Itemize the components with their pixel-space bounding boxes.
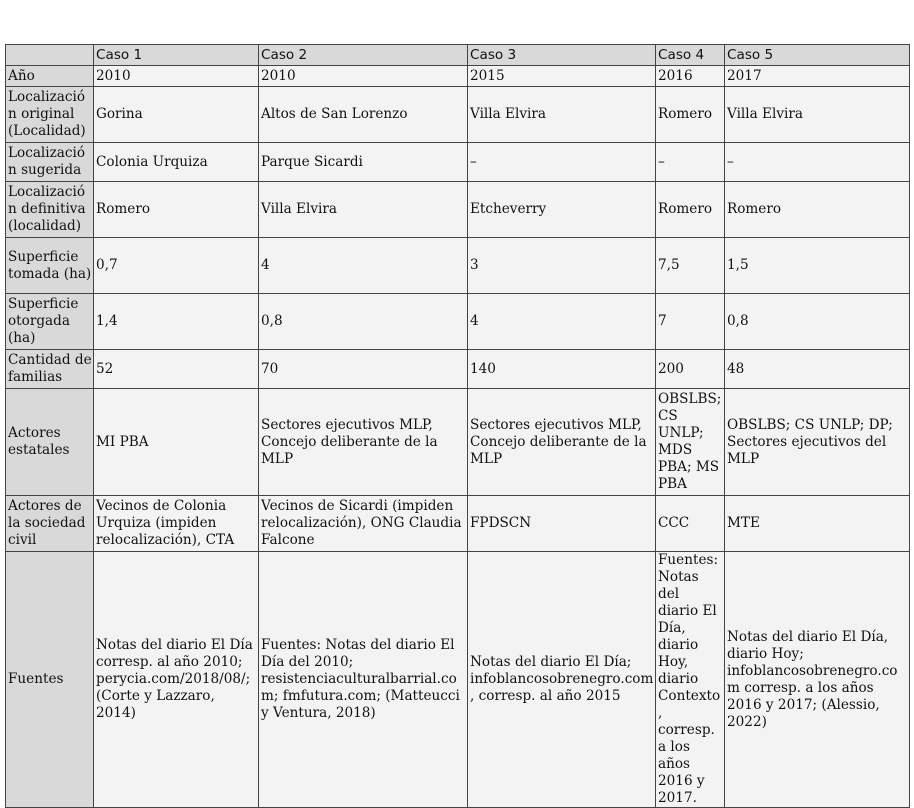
table-cell: Villa Elvira: [259, 182, 468, 238]
row-label-cell: Fuentes: [6, 552, 94, 808]
row-label-cell: Localización sugerida: [6, 143, 94, 182]
table-cell: Romero: [94, 182, 259, 238]
table-row: [6, 496, 910, 552]
table-cell: Notas del diario El Día, diario Hoy; infoblancosobrenegro.com corresp. a los años 2016 y 2017; (Alessio, 2022): [725, 552, 910, 808]
table-cell: Colonia Urquiza: [94, 143, 259, 182]
table-cell: MTE: [725, 496, 910, 552]
row-label-cell: Año: [6, 66, 94, 87]
table-cell: Notas del diario El Día; infoblancosobrenegro.com, corresp. al año 2015: [468, 552, 656, 808]
table-cell: Vecinos de Colonia Urquiza (impiden relocalización), CTA: [94, 496, 259, 552]
table-cell: Vecinos de Sicardi (impiden relocalización), ONG Claudia Falcone: [259, 496, 468, 552]
table-cell: Etcheverry: [468, 182, 656, 238]
table-cell: Fuentes: Notas del diario El Día del 2010; resistenciaculturalbarrial.com; fmfutura.com; (Matteucci y Ventura, 2018): [259, 552, 468, 808]
table-cell: Parque Sicardi: [259, 143, 468, 182]
table-cell: –: [725, 143, 910, 182]
table-row: [6, 294, 910, 350]
table-cell: 200: [656, 350, 725, 389]
table-cell: Romero: [656, 87, 725, 143]
table-cell: 2010: [259, 66, 468, 87]
header-cell-caso-1: Caso 1: [94, 45, 259, 66]
header-row: [6, 45, 910, 66]
table-cell: –: [468, 143, 656, 182]
table-cell: 4: [468, 294, 656, 350]
table-cell: 48: [725, 350, 910, 389]
table-cell: 140: [468, 350, 656, 389]
header-cell-caso-3: Caso 3: [468, 45, 656, 66]
row-label-cell: Superficie otorgada (ha): [6, 294, 94, 350]
row-label-cell: Superficie tomada (ha): [6, 238, 94, 294]
table-cell: Fuentes: Notas del diario El Día, diario Hoy, diario Contexto, corresp. a los años 2016 y 2017.: [656, 552, 725, 808]
table-cell: Gorina: [94, 87, 259, 143]
table-row: [6, 143, 910, 182]
table-cell: 0,8: [725, 294, 910, 350]
table-cell: 2010: [94, 66, 259, 87]
row-label-cell: Localización definitiva (localidad): [6, 182, 94, 238]
row-label-cell: Actores de la sociedad civil: [6, 496, 94, 552]
cases-table: [5, 44, 910, 808]
table-cell: 7: [656, 294, 725, 350]
table-cell: 52: [94, 350, 259, 389]
table-cell: 1,4: [94, 294, 259, 350]
table-cell: Villa Elvira: [725, 87, 910, 143]
table-cell: 0,8: [259, 294, 468, 350]
table-cell: 7,5: [656, 238, 725, 294]
table-cell: FPDSCN: [468, 496, 656, 552]
table-cell: Romero: [725, 182, 910, 238]
header-cell-caso-2: Caso 2: [259, 45, 468, 66]
table-cell: Romero: [656, 182, 725, 238]
table-cell: 0,7: [94, 238, 259, 294]
table-row: [6, 182, 910, 238]
table-cell: –: [656, 143, 725, 182]
header-cell-caso-5: Caso 5: [725, 45, 910, 66]
table-row: [6, 389, 910, 496]
table-cell: CCC: [656, 496, 725, 552]
table-row: [6, 87, 910, 143]
table-cell: 3: [468, 238, 656, 294]
header-corner-cell: [6, 45, 94, 66]
header-cell-caso-4: Caso 4: [656, 45, 725, 66]
table-cell: 1,5: [725, 238, 910, 294]
table-cell: 2017: [725, 66, 910, 87]
table-cell: Altos de San Lorenzo: [259, 87, 468, 143]
table-row: [6, 238, 910, 294]
table-cell: Villa Elvira: [468, 87, 656, 143]
table-cell: Sectores ejecutivos MLP, Concejo deliberante de la MLP: [468, 389, 656, 496]
table-cell: OBSLBS; CS UNLP; DP; Sectores ejecutivos del MLP: [725, 389, 910, 496]
table-cell: 70: [259, 350, 468, 389]
row-label-cell: Actores estatales: [6, 389, 94, 496]
row-label-cell: Localización original (Localidad): [6, 87, 94, 143]
table-cell: 2016: [656, 66, 725, 87]
row-label-cell: Cantidad de familias: [6, 350, 94, 389]
table-row: [6, 66, 910, 87]
table-row: [6, 552, 910, 808]
table-cell: MI PBA: [94, 389, 259, 496]
table-cell: Sectores ejecutivos MLP, Concejo deliberante de la MLP: [259, 389, 468, 496]
table-row: [6, 350, 910, 389]
table-cell: 4: [259, 238, 468, 294]
table-cell: OBSLBS; CS UNLP; MDS PBA; MS PBA: [656, 389, 725, 496]
table-cell: Notas del diario El Día corresp. al año 2010; perycia.com/2018/08/; (Corte y Lazzaro, 2014): [94, 552, 259, 808]
table-cell: 2015: [468, 66, 656, 87]
